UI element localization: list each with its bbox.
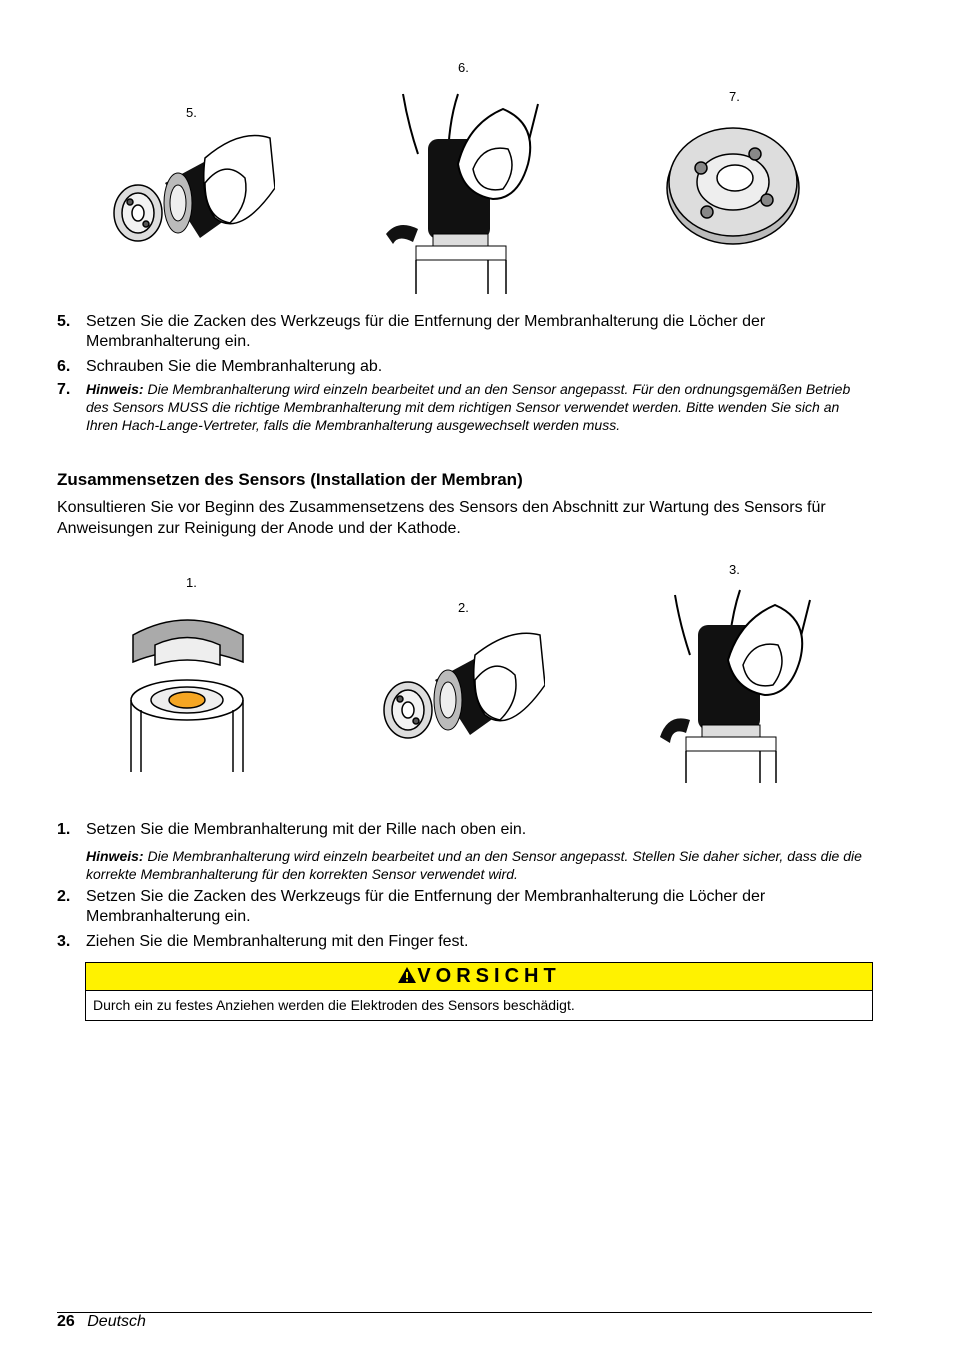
caution-header <box>86 963 872 991</box>
warning-triangle-icon <box>397 966 417 984</box>
step-number: 1. <box>57 821 71 838</box>
step-text: Setzen Sie die Zacken des Werkzeugs für die Entfernung der Membranhalterung die Löcher der Membranhalterung ein. <box>86 888 766 925</box>
figure-6-label: 6. <box>458 60 469 75</box>
caution-text: Durch ein zu festes Anziehen werden die Elektroden des Sensors beschädigt. <box>93 997 575 1013</box>
note-text: Die Membranhalterung wird einzeln bearbeitet und an den Sensor angepasst. Stellen Sie daher sicher, dass die die korrekte Membranhalterung für den korrekten Sensor verwendet wird. <box>86 848 862 882</box>
step-note <box>86 380 872 434</box>
footer <box>57 1313 146 1331</box>
step-2 <box>57 887 872 927</box>
step-1 <box>57 820 872 883</box>
figure-5-label: 5. <box>186 105 197 120</box>
note-label: Hinweis: <box>86 381 144 397</box>
caution-box <box>85 962 873 1021</box>
note-label: Hinweis: <box>86 848 144 864</box>
figure-1-label: 1. <box>186 575 197 590</box>
step-5 <box>57 312 872 352</box>
step-text: Schrauben Sie die Membranhalterung ab. <box>86 358 383 375</box>
caution-title: VORSICHT <box>417 965 561 987</box>
section-heading: Zusammensetzen des Sensors (Installation der Membran) <box>57 470 523 489</box>
step-number: 2. <box>57 888 71 905</box>
note-text: Die Membranhalterung wird einzeln bearbeitet und an den Sensor angepasst. Für den ordnungsgemäßen Betrieb des Sensors MUSS die richtige Membranhalterung mit dem richtigen Sensor verwendet werden. Bitte wenden Sie sich an Ihren Hach-Lange-Vertreter, falls die Membranhalterung ausgewechselt werden muss. <box>86 381 851 433</box>
page-number: 26 <box>57 1313 75 1330</box>
figure-7-membrane-holder <box>663 118 803 246</box>
step-note <box>86 847 872 883</box>
step-text: Setzen Sie die Membranhalterung mit der Rille nach oben ein. <box>86 821 527 838</box>
figure-3-tighten-holder <box>650 585 816 783</box>
figure-2-tool-in-holder <box>380 627 545 745</box>
figure-1-insert-holder <box>125 600 250 772</box>
step-number: 5. <box>57 313 71 330</box>
step-text: Setzen Sie die Zacken des Werkzeugs für die Entfernung der Membranhalterung die Löcher der Membranhalterung ein. <box>86 313 766 350</box>
section-intro: Konsultieren Sie vor Beginn des Zusammensetzens des Sensors den Abschnitt zur Wartung des Sensors für Anweisungen zur Reinigung der Anode und der Kathode. <box>57 499 826 537</box>
step-7 <box>57 380 872 434</box>
footer-divider <box>57 1312 872 1313</box>
figure-6-unscrew-holder <box>378 84 544 294</box>
figure-7-label: 7. <box>729 89 740 104</box>
step-6 <box>57 357 872 377</box>
step-text: Ziehen Sie die Membranhalterung mit den Finger fest. <box>86 933 469 950</box>
figure-2-label: 2. <box>458 600 469 615</box>
figure-5-tool-in-holder <box>110 128 275 248</box>
step-3 <box>57 932 872 952</box>
footer-language: Deutsch <box>87 1313 146 1330</box>
step-number: 3. <box>57 933 71 950</box>
step-number: 6. <box>57 358 71 375</box>
step-number: 7. <box>57 381 71 398</box>
figure-3-label: 3. <box>729 562 740 577</box>
